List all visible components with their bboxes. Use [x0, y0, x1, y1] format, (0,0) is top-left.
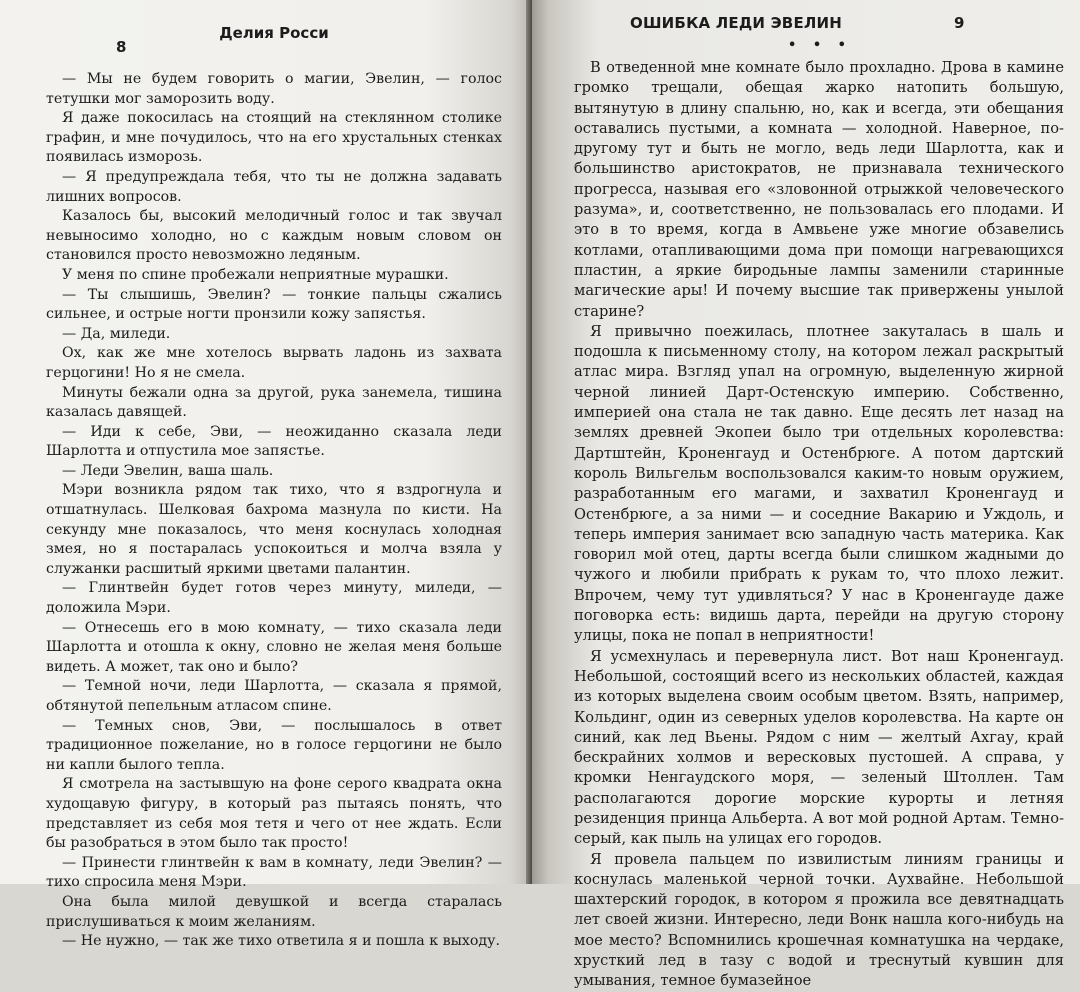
paragraph: — Не нужно, — так же тихо ответила я и пошла к выходу. — [62, 933, 500, 950]
paragraph: Она была милой девушкой и всегда старалась прислушиваться к моим желаниям. — [46, 893, 502, 930]
paragraph: Минуты бежали одна за другой, рука занемела, тишина казалась давящей. — [46, 384, 502, 421]
section-break: • • • — [788, 38, 852, 53]
left-page-text — [46, 70, 502, 952]
paragraph: — Глинтвейн будет готов через минуту, миледи, — доложила Мэри. — [46, 580, 502, 617]
running-title: ОШИБКА ЛЕДИ ЭВЕЛИН — [630, 14, 843, 32]
paragraph: Ох, как же мне хотелось вырвать ладонь из захвата герцогини! Но я не смела. — [46, 345, 502, 381]
left-page-number: 8 — [116, 38, 127, 56]
author-name: Делия Росси — [219, 24, 329, 42]
paragraph: У меня по спине пробежали неприятные мурашки. — [62, 266, 449, 283]
paragraph: — Темных снов, Эви, — послышалось в ответ традиционное пожелание, но в голосе герцогини не было ни капли былого тепла. — [46, 717, 502, 773]
paragraph: Я усмехнулась и перевернула лист. Вот наш Кроненгауд. Небольшой, состоящий всего из нескольких областей, каждая из которых выделена своим особым цветом. Взять, например, Кольдинг, один из северных уделов королевства. На карте он синий, как лед Вьены. Рядом с ним — желтый Ахгау, край бескрайних холмов и вересковых пустошей. А справа, у кромки Ненгаудского моря, — зеленый Штоллен. Там располагаются дорогие морские курорты и летняя резиденция принца Альберта. А вот мой родной Артам. Темно-серый, как пыль на улицах его городов. — [574, 647, 1064, 848]
left-page-header — [46, 16, 502, 64]
paragraph: — Я предупреждала тебя, что ты не должна задавать лишних вопросов. — [46, 168, 502, 205]
paragraph: — Да, миледи. — [62, 325, 171, 342]
paragraph: Я даже покосилась на стоящий на стеклянном столике графин, и мне почудилось, что на его хрустальных стенках появилась изморозь. — [46, 110, 502, 166]
left-page — [0, 0, 532, 950]
paragraph: — Мы не будем говорить о магии, Эвелин, — голос тетушки мог заморозить воду. — [46, 71, 502, 107]
paragraph: Мэри возникла рядом так тихо, что я вздрогнула и отшатнулась. Шелковая бахрома мазнула по кисти. На секунду мне показалось, что меня коснулась холодная змея, но я постаралась успокоиться и молча взяла у служанки расшитый яркими цветами палантин. — [46, 482, 502, 577]
right-page — [532, 0, 1080, 990]
paragraph: Я провела пальцем по извилистым линиям границы и коснулась маленькой черной точки. Аухвайне. Небольшой шахтерский городок, в котором я прожила все девятнадцать лет своей жизни. Интересно, леди Вонк нашла кого-нибудь на мое место? Вспомнились крошечная комнатушка на чердаке, хрусткий лед в тазу с водой и треснутый кувшин для умывания, темное бумазейное — [574, 850, 1064, 990]
paragraph: — Отнесешь его в мою комнату, — тихо сказала леди Шарлотта и отошла к окну, словно не желая меня больше видеть. А может, так оно и было? — [46, 619, 502, 675]
paragraph: Казалось бы, высокий мелодичный голос и так звучал невыносимо холодно, но с каждым новым словом он становился просто невозможно ледяным. — [46, 208, 502, 264]
paragraph: — Ты слышишь, Эвелин? — тонкие пальцы сжались сильнее, и острые ногти пронзили кожу запястья. — [46, 286, 502, 323]
right-page-header — [574, 8, 1064, 56]
paragraph: Я смотрела на застывшую на фоне серого квадрата окна худощавую фигуру, в который раз пытаясь понять, что представляет из себя моя тетя и чего от нее ждать. Если бы разобраться в этом было так просто! — [46, 776, 502, 852]
right-page-text — [574, 58, 1064, 992]
paragraph: — Иди к себе, Эви, — неожиданно сказала леди Шарлотта и отпустила мое запястье. — [46, 423, 502, 460]
paragraph: Я привычно поежилась, плотнее закуталась в шаль и подошла к письменному столу, на котором лежал раскрытый атлас мира. Взгляд упал на огромную, выделенную жирной черной линией Дарт-Остенскую империю. Собственно, империей она стала не так давно. Еще десять лет назад на землях древней Экопеи было три отдельных королевства: Дартштейн, Кроненгауд и Остенбрюге. А потом дартский король Вильгельм воспользовался каким-то новым оружием, разработанным его магами, и захватил Кроненгауд и Остенбрюге, а за ними — и соседние Вакарию и Уждоль, и теперь империя занимает всю западную часть материка. Как говорил мой отец, дарты всегда были слишком жадными до чужого и любили прибрать к рукам то, что плохо лежит. Впрочем, чему тут удивляться? У нас в Кроненгауде даже поговорка есть: видишь дарта, перейди на другую сторону улицы, пока не попал в неприятности! — [574, 322, 1064, 645]
paragraph: — Леди Эвелин, ваша шаль. — [62, 462, 274, 479]
paragraph: В отведенной мне комнате было прохладно. Дрова в камине громко трещали, обещая жарко натопить большую, вытянутую в длину спальню, но, как и всегда, эти обещания оставались пустыми, а комната — холодной. Наверное, по-другому тут и быть не могло, ведь леди Шарлотта, как и большинство аристократов, не признавала технического прогресса, называя его «зловонной отрыжкой человеческого разума», и, соответственно, не пользовалась его плодами. И это в то время, когда в Амвьене уже многие обзавелись котлами, отапливающими дома при помощи нагревающихся пластин, а яркие биродьные лампы заменили старинные магические ары! И почему высшие так привержены унылой старине? — [574, 59, 1064, 320]
paragraph: — Принести глинтвейн к вам в комнату, леди Эвелин? — тихо спросила меня Мэри. — [46, 854, 502, 891]
paragraph: — Темной ночи, леди Шарлотта, — сказала я прямой, обтянутой пепельным атласом спине. — [46, 678, 502, 714]
right-page-number: 9 — [954, 14, 965, 32]
